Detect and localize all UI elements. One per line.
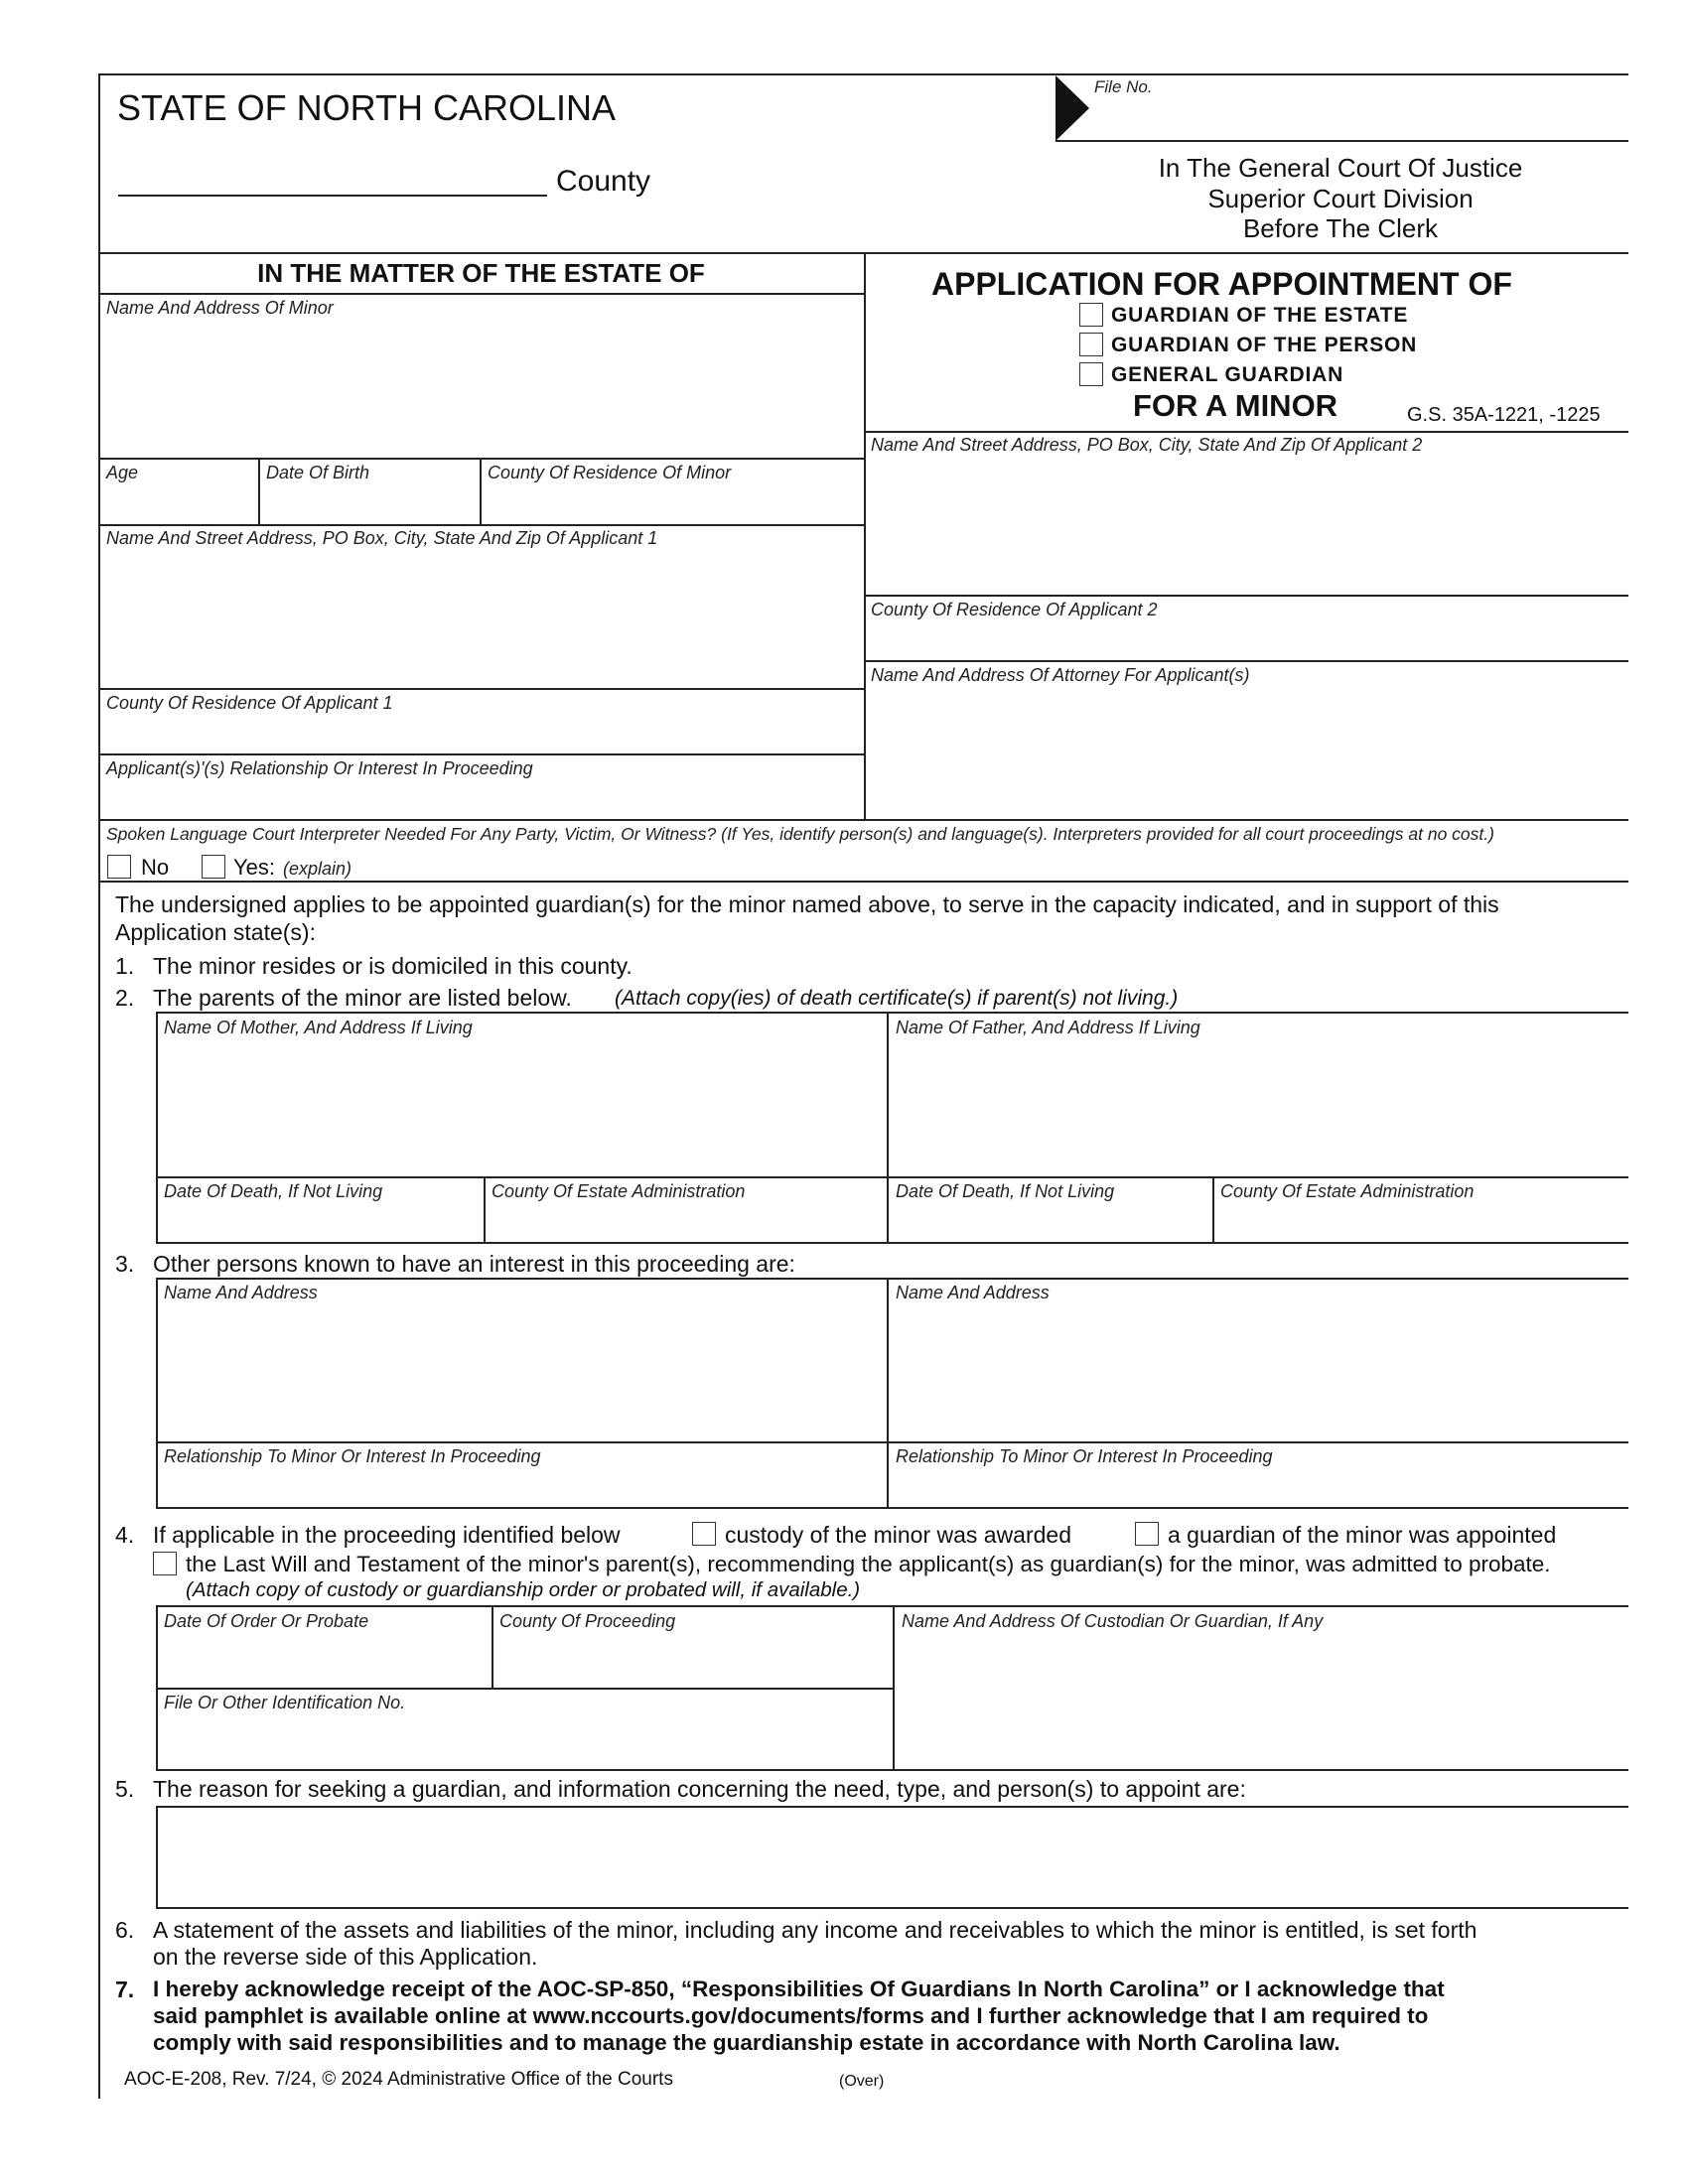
rule-s5-bottom bbox=[156, 1907, 1628, 1909]
item-5-text: The reason for seeking a guardian, and information concerning the need, type, and person(s) to appoint are: bbox=[153, 1776, 1246, 1802]
attorney-field[interactable]: Name And Address Of Attorney For Applicant(s) bbox=[871, 665, 1250, 685]
item-7-line-2: said pamphlet is available online at www.nccourts.gov/documents/forms and I further acknowledge that I am required to bbox=[153, 2003, 1429, 2028]
interpreter-yes-checkbox[interactable] bbox=[202, 855, 225, 879]
item-4-text: If applicable in the proceeding identified below bbox=[153, 1522, 621, 1548]
rule-s4-row bbox=[156, 1688, 894, 1690]
applicant2-county-field[interactable]: County Of Residence Of Applicant 2 bbox=[871, 600, 1158, 619]
dob-field[interactable]: Date Of Birth bbox=[266, 463, 370, 482]
general-guardian-checkbox[interactable] bbox=[1079, 362, 1103, 386]
interpreter-question: Spoken Language Court Interpreter Needed For Any Party, Victim, Or Witness? (If Yes, identify person(s) and language(s). Interpreters provided for all court proceedings at no cost.) bbox=[106, 824, 1494, 844]
guardian-appointed-label: a guardian of the minor was appointed bbox=[1168, 1522, 1557, 1548]
age-field[interactable]: Age bbox=[106, 463, 139, 482]
father-death-date-field[interactable]: Date Of Death, If Not Living bbox=[896, 1181, 1115, 1201]
item-6-line-1: A statement of the assets and liabilities of the minor, including any income and receivables to which the minor is entitled, is set forth bbox=[153, 1917, 1477, 1943]
item-2-number: 2. bbox=[115, 985, 135, 1011]
applicant2-address-field[interactable]: Name And Street Address, PO Box, City, State And Zip Of Applicant 2 bbox=[871, 435, 1423, 455]
title-bottom-rule bbox=[98, 293, 864, 295]
other-person-2-field[interactable]: Name And Address bbox=[896, 1283, 1050, 1302]
item-2-text: The parents of the minor are listed below. bbox=[153, 985, 572, 1011]
court-line-3: Before The Clerk bbox=[1242, 213, 1439, 243]
item-7-number: 7. bbox=[115, 1977, 135, 2002]
over-label: (Over) bbox=[839, 2073, 885, 2090]
intro-line-2: Application state(s): bbox=[115, 919, 316, 945]
rule-parents-div1 bbox=[484, 1176, 486, 1242]
rule-parents-bottom bbox=[156, 1242, 1628, 1244]
proceeding-county-field[interactable]: County Of Proceeding bbox=[499, 1611, 676, 1631]
top-border bbox=[98, 73, 1628, 75]
rule-age-bottom bbox=[98, 524, 864, 526]
rule-others-left bbox=[156, 1278, 158, 1507]
rule-top-section-bottom bbox=[98, 819, 1628, 821]
rule-others-mid bbox=[887, 1278, 889, 1507]
rule-age-div bbox=[258, 458, 260, 524]
item-6-number: 6. bbox=[115, 1917, 135, 1943]
will-probated-label: the Last Will and Testament of the minor's parent(s), recommending the applicant(s) as guardian(s) for the minor, was admitted to probate. bbox=[186, 1552, 1551, 1576]
father-estate-county-field[interactable]: County Of Estate Administration bbox=[1220, 1181, 1475, 1201]
custody-awarded-checkbox[interactable] bbox=[692, 1522, 716, 1546]
rule-others-row bbox=[156, 1441, 1628, 1443]
file-no-underline bbox=[1055, 140, 1628, 142]
county-field[interactable]: County bbox=[556, 165, 651, 198]
other-person-1-field[interactable]: Name And Address bbox=[164, 1283, 318, 1302]
interpreter-no-label: No bbox=[141, 855, 170, 880]
rule-dob-div bbox=[480, 458, 482, 524]
court-line-2: Superior Court Division bbox=[1207, 184, 1474, 213]
for-a-minor: FOR A MINOR bbox=[1133, 388, 1338, 423]
matter-title: IN THE MATTER OF THE ESTATE OF bbox=[257, 258, 705, 288]
interpreter-yes-label: Yes: bbox=[233, 855, 276, 880]
minor-county-field[interactable]: County Of Residence Of Minor bbox=[488, 463, 732, 482]
file-no-label[interactable]: File No. bbox=[1094, 77, 1153, 96]
will-probated-checkbox[interactable] bbox=[153, 1552, 177, 1575]
rule-app1-bottom bbox=[98, 688, 864, 690]
rule-app-title-bottom bbox=[864, 431, 1628, 433]
application-title: APPLICATION FOR APPOINTMENT OF bbox=[931, 266, 1512, 302]
item-2-note: (Attach copy(ies) of death certificate(s) if parent(s) not living.) bbox=[615, 987, 1179, 1010]
rule-s4-div bbox=[492, 1605, 493, 1688]
mother-estate-county-field[interactable]: County Of Estate Administration bbox=[492, 1181, 746, 1201]
mother-death-date-field[interactable]: Date Of Death, If Not Living bbox=[164, 1181, 383, 1201]
rule-parents-left bbox=[156, 1012, 158, 1242]
item-7-line-1: I hereby acknowledge receipt of the AOC-SP-850, “Responsibilities Of Guardians In North Carolina” or I acknowledge that bbox=[153, 1977, 1445, 2001]
left-border bbox=[98, 73, 100, 2099]
item-5-number: 5. bbox=[115, 1776, 135, 1802]
rule-others-bottom bbox=[156, 1507, 1628, 1509]
form-footer: AOC-E-208, Rev. 7/24, © 2024 Administrative Office of the Courts bbox=[124, 2069, 673, 2090]
court-line-1: In The General Court Of Justice bbox=[1158, 153, 1523, 183]
rule-minor-bottom bbox=[98, 458, 864, 460]
rule-app2-bottom bbox=[864, 595, 1628, 597]
item-7-line-3: comply with said responsibilities and to manage the guardianship estate in accordance with North Carolina law. bbox=[153, 2030, 1340, 2055]
relationship-field[interactable]: Applicant(s)'(s) Relationship Or Interest In Proceeding bbox=[106, 758, 533, 778]
guardian-estate-checkbox[interactable] bbox=[1079, 303, 1103, 327]
general-guardian-label: GENERAL GUARDIAN bbox=[1111, 363, 1344, 386]
applicant1-county-field[interactable]: County Of Residence Of Applicant 1 bbox=[106, 693, 393, 713]
mid-divider bbox=[864, 252, 866, 819]
interpreter-no-checkbox[interactable] bbox=[107, 855, 131, 879]
custodian-field[interactable]: Name And Address Of Custodian Or Guardian, If Any bbox=[902, 1611, 1324, 1631]
item-4-number: 4. bbox=[115, 1522, 135, 1548]
item-1-text: The minor resides or is domiciled in this county. bbox=[153, 953, 633, 979]
item-3-text: Other persons known to have an interest in this proceeding are: bbox=[153, 1251, 795, 1277]
guardian-estate-label: GUARDIAN OF THE ESTATE bbox=[1111, 304, 1409, 327]
reason-field[interactable] bbox=[158, 1808, 1627, 1906]
guardian-person-label: GUARDIAN OF THE PERSON bbox=[1111, 334, 1418, 356]
minor-name-address-field[interactable]: Name And Address Of Minor bbox=[106, 298, 334, 318]
rule-s4-bottom bbox=[156, 1769, 1628, 1771]
rule-others-top bbox=[156, 1278, 1628, 1280]
rule-parents-mid bbox=[887, 1012, 889, 1242]
guardian-person-checkbox[interactable] bbox=[1079, 333, 1103, 356]
item-4-note: (Attach copy of custody or guardianship order or probated will, if available.) bbox=[186, 1578, 861, 1601]
file-no-arrow bbox=[1055, 75, 1089, 141]
intro-line-1: The undersigned applies to be appointed guardian(s) for the minor named above, to serve in the capacity indicated, and in support of this bbox=[115, 891, 1499, 917]
applicant1-address-field[interactable]: Name And Street Address, PO Box, City, State And Zip Of Applicant 1 bbox=[106, 528, 658, 548]
other-person-1-relationship-field[interactable]: Relationship To Minor Or Interest In Proceeding bbox=[164, 1446, 541, 1466]
mother-field[interactable]: Name Of Mother, And Address If Living bbox=[164, 1018, 473, 1037]
item-6-line-2: on the reverse side of this Application. bbox=[153, 1944, 538, 1970]
order-date-field[interactable]: Date Of Order Or Probate bbox=[164, 1611, 369, 1631]
item-3-number: 3. bbox=[115, 1251, 135, 1277]
statute-citation: G.S. 35A-1221, -1225 bbox=[1407, 404, 1601, 426]
rule-interpreter-bottom bbox=[98, 881, 1628, 883]
rule-app2-county-bottom bbox=[864, 660, 1628, 662]
rule-parents-div2 bbox=[1212, 1176, 1214, 1242]
custody-awarded-label: custody of the minor was awarded bbox=[725, 1522, 1072, 1548]
father-field[interactable]: Name Of Father, And Address If Living bbox=[896, 1018, 1200, 1037]
file-id-field[interactable]: File Or Other Identification No. bbox=[164, 1693, 406, 1712]
county-underline bbox=[118, 195, 547, 197]
interpreter-explain[interactable]: (explain) bbox=[283, 859, 352, 879]
rule-app1-county-bottom bbox=[98, 753, 864, 755]
state-heading: STATE OF NORTH CAROLINA bbox=[117, 87, 617, 128]
other-person-2-relationship-field[interactable]: Relationship To Minor Or Interest In Proceeding bbox=[896, 1446, 1273, 1466]
item-1-number: 1. bbox=[115, 953, 135, 979]
rule-parents-row bbox=[156, 1176, 1628, 1178]
guardian-appointed-checkbox[interactable] bbox=[1135, 1522, 1159, 1546]
